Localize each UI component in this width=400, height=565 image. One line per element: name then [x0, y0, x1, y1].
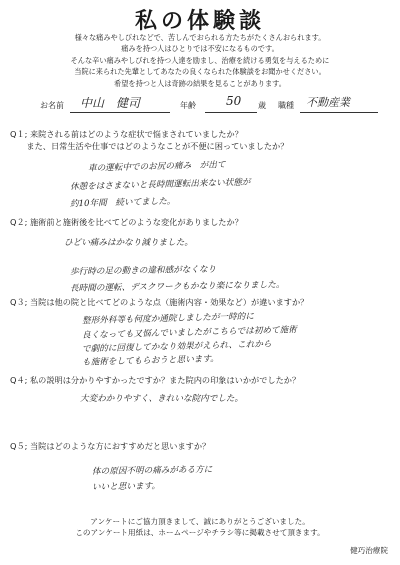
- question-5: Q５; 当院はどのような方におすすめだと思いますか？: [10, 441, 211, 451]
- clinic-name: 健巧治療院: [350, 546, 388, 555]
- job-underline: [300, 112, 378, 113]
- closing-message: アンケートにご協力頂きまして、誠にありがとうございました。 このアンケート用紙は、ホームページやチラシ等に掲載させて頂きます。: [75, 517, 325, 537]
- answer-2-line: ひどい痛みはかなり減りました。: [64, 238, 193, 248]
- job-value: 不動産業: [306, 96, 350, 109]
- answer-1-line: 車の運転中でのお尻の痛み が出て: [87, 160, 226, 174]
- job-label: 職種: [278, 101, 294, 110]
- question-4: Q４; 私の説明は分かりやすかったですか？また院内の印象はいかがでしたか？: [10, 375, 301, 385]
- answer-3-line: 整形外科等も何度か通院しましたが一時的に: [81, 311, 255, 327]
- name-label: お名前: [40, 101, 64, 110]
- question-1: Q１; 来院される前はどのような症状で悩まされていましたか？ また、日常生活や仕事ではどのようなことが不便に困っていましたか？: [10, 129, 289, 151]
- answer-5-line: 体の原因不明の痛みがある方に: [91, 464, 213, 478]
- intro-line: 希望を持つと人は奇跡の結果を見ることがあります。: [114, 78, 286, 88]
- page-title: 私の体験談: [134, 9, 265, 34]
- answer-3-line: も施術をしてもらおうと思います。: [81, 354, 219, 368]
- answer-5-line: いいと思います。: [91, 481, 161, 493]
- intro-line: 痛みを持つ人はひとりでは不安になるものです。: [121, 44, 279, 54]
- answer-2-line: 歩行時の足の動きの違和感がなくなり: [69, 264, 217, 278]
- answer-1-line: 約10年間 続いてました。: [69, 196, 176, 210]
- intro-line: 様々な痛みやしびれなどで、苦しんでおられる方たちがたくさんおられます。: [74, 33, 326, 42]
- question-2: Q２; 施術前と施術後を比べてどのような変化がありましたか？: [10, 217, 243, 227]
- question-3: Q３; 当院は他の院と比べてどのような点（施術内容・効果など）が違いますか？: [10, 297, 309, 307]
- answer-4-line: 大変わかりやすく、きれいな院内でした。: [80, 394, 244, 404]
- name-value: 中山 健司: [80, 96, 141, 110]
- intro-line: 当院に来られた先輩としてあなたの良くなられた体験談をお聞かせください。: [74, 67, 326, 77]
- intro-text: [0, 32, 400, 89]
- age-label: 年齢: [180, 101, 196, 110]
- answer-3-line: 良くなっても又悩んでいましたがこちらでは初めて施術: [81, 325, 297, 341]
- age-underline: [205, 112, 257, 113]
- answer-2-line: 長時間の運転、デスクワークもかなり楽になりました。: [69, 280, 285, 294]
- answer-1-line: 休憩をはさまないと長時間運転出来ない状態が: [69, 177, 251, 193]
- intro-line: そんな辛い痛みやしびれを持つ人達を励まし、治療を続ける勇気を与えるために: [70, 55, 330, 65]
- age-value: 50: [226, 94, 242, 108]
- name-underline: [70, 112, 170, 113]
- answer-3-line: で劇的に回復してかなり効果がえられ、これから: [81, 339, 272, 355]
- age-suffix: 歳: [258, 101, 266, 110]
